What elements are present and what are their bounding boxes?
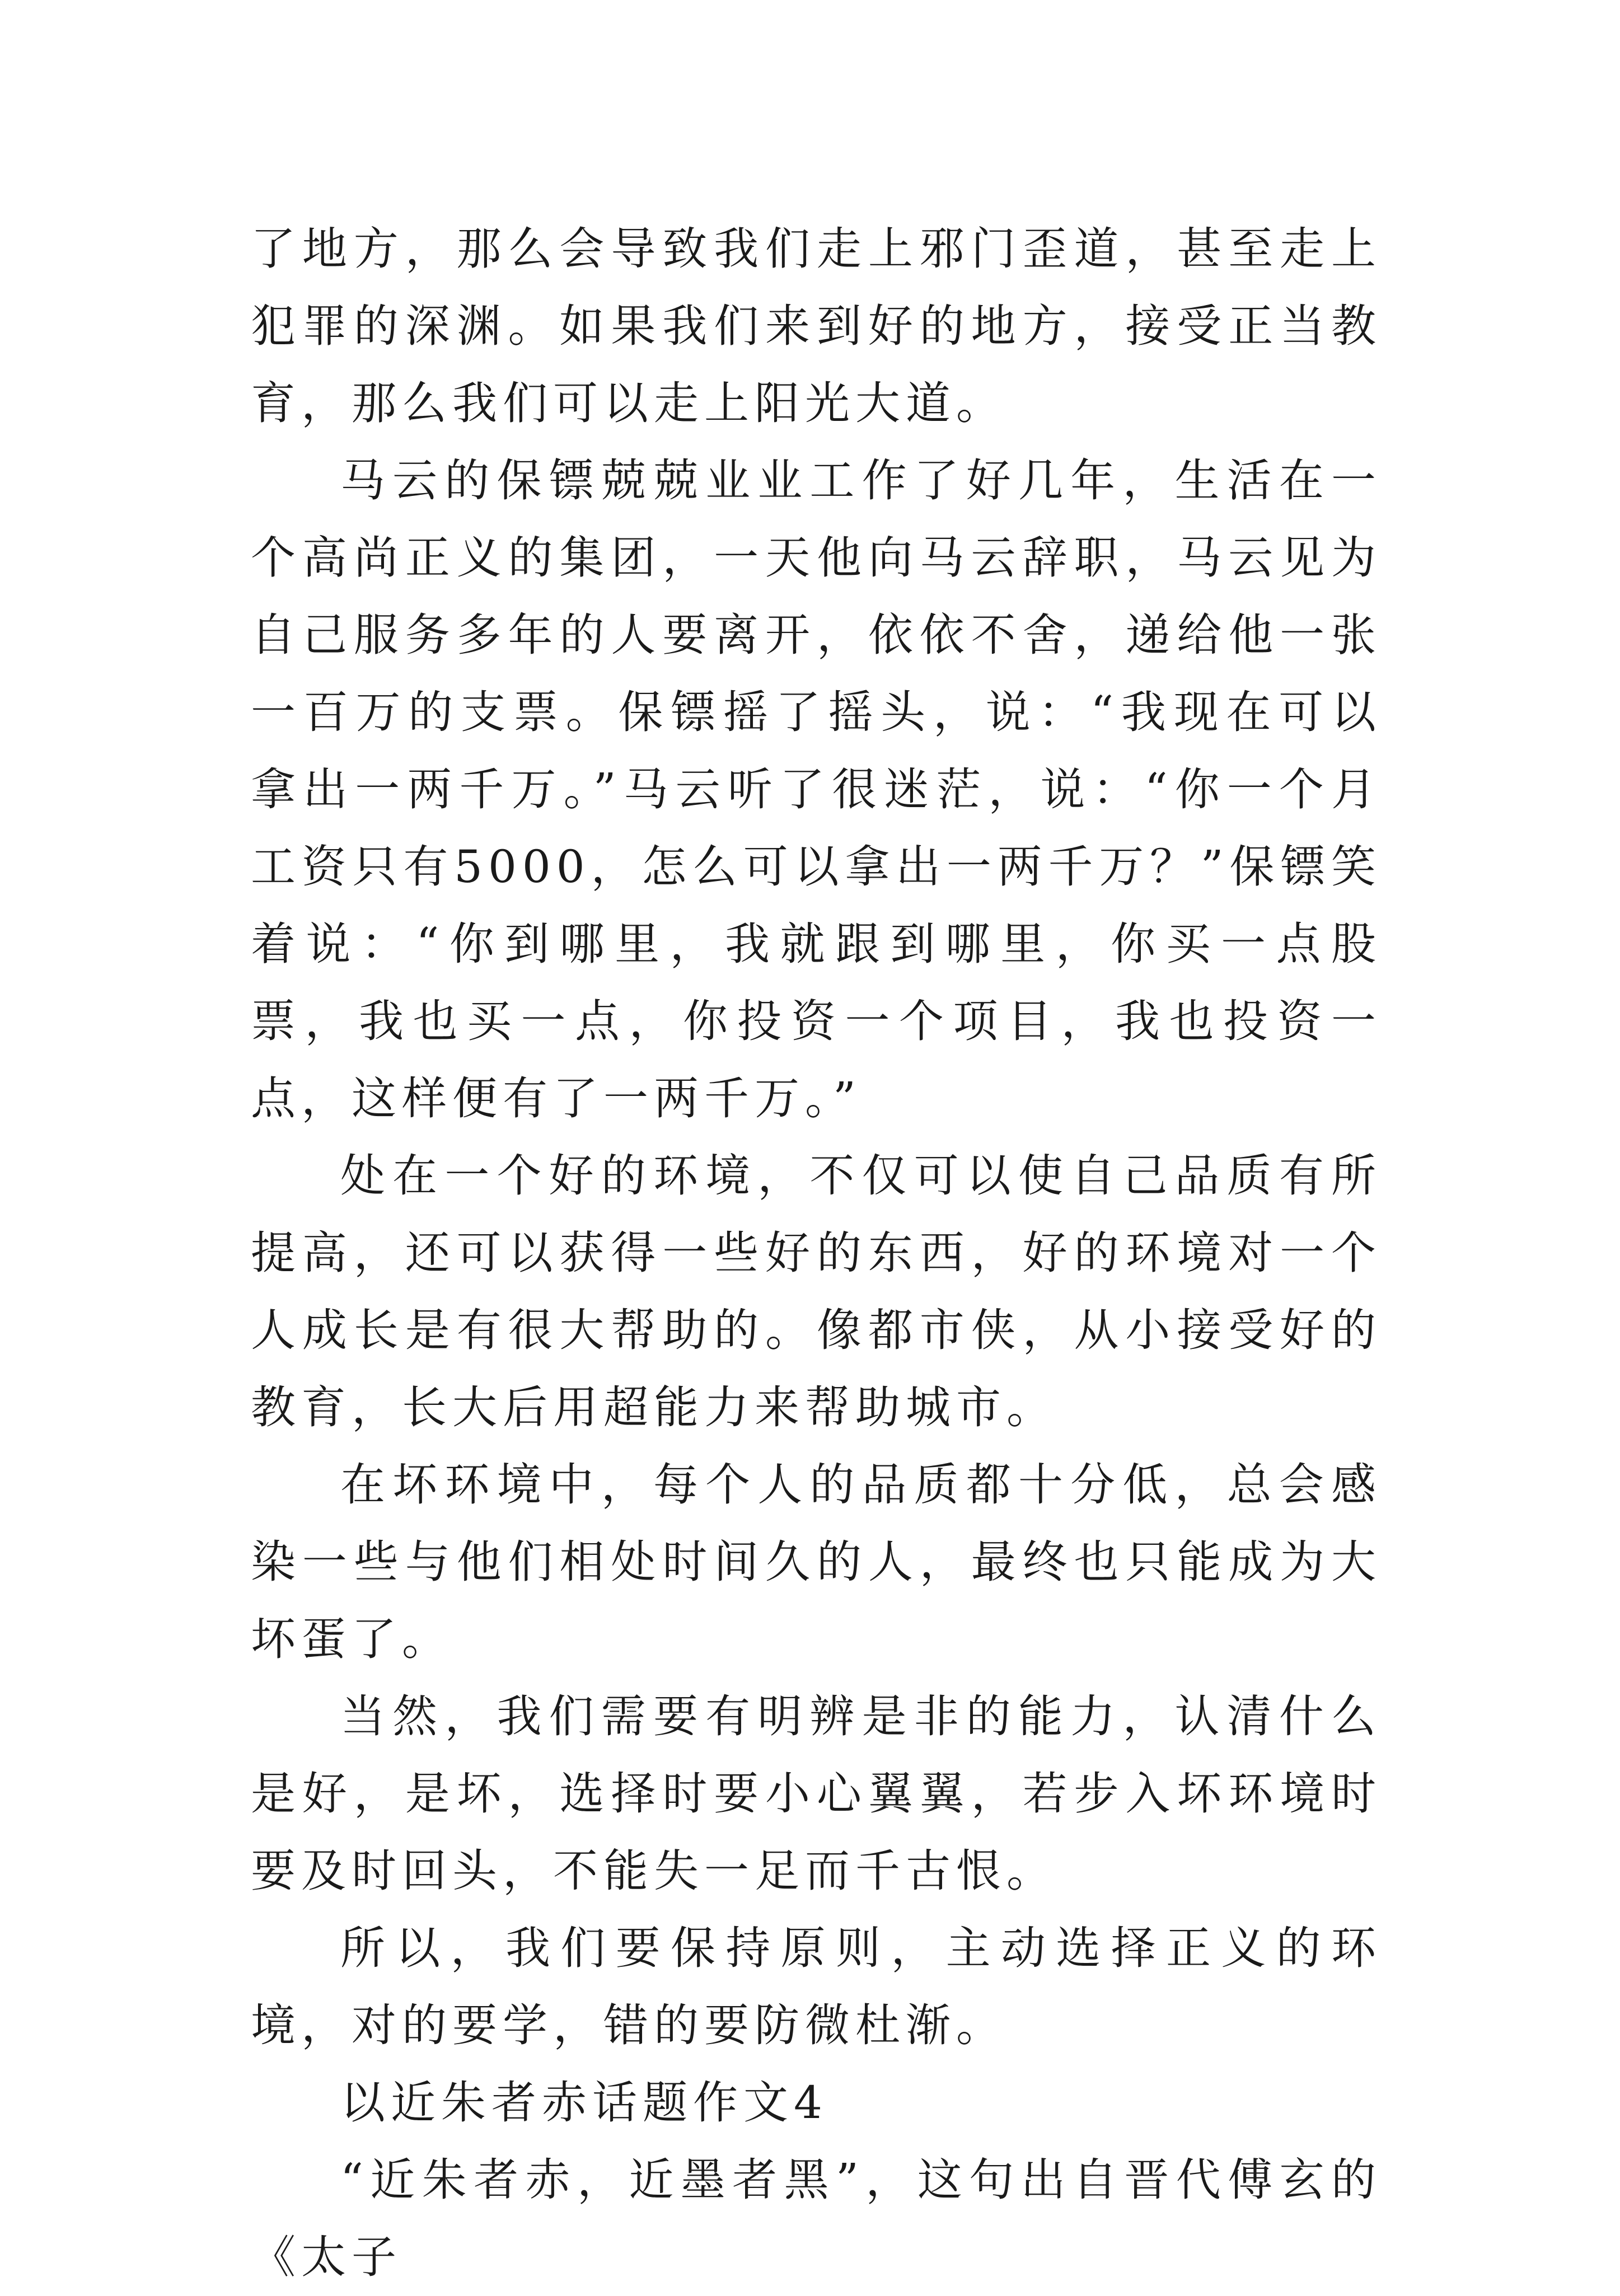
paragraph-bodyguard-story: 马云的保镖兢兢业业工作了好几年，生活在一个高尚正义的集团，一天他向马云辞职，马云见为自己服务多年的人要离开，依依不舍，递给他一张一百万的支票。保镖摇了摇头，说：“我现在可以拿出一两千万。”马云听了很迷茫，说：“你一个月工资只有5000，怎么可以拿出一两千万？”保镖笑着说：“你到哪里，我就跟到哪里，你买一点股票，我也买一点，你投资一个项目，我也投资一点，这样便有了一两千万。” bbox=[251, 454, 1382, 1124]
paragraph-bad-environment: 在坏环境中，每个人的品质都十分低，总会感染一些与他们相处时间久的人，最终也只能成为大坏蛋了。 bbox=[251, 1459, 1382, 1665]
paragraph-essay-opening: “近朱者赤，近墨者黑”，这句出自晋代傅玄的《太子 bbox=[251, 2154, 1382, 2283]
essay-heading: 以近朱者赤话题作文4 bbox=[340, 2077, 828, 2129]
paragraph-discernment: 当然，我们需要有明辨是非的能力，认清什么是好，是坏，选择时要小心翼翼，若步入坏环境时要及时回头，不能失一足而千古恨。 bbox=[251, 1690, 1382, 1897]
paragraph-conclusion: 所以，我们要保持原则，主动选择正义的环境，对的要学，错的要防微杜渐。 bbox=[251, 1922, 1382, 2051]
paragraph-continuation: 了地方，那么会导致我们走上邪门歪道，甚至走上犯罪的深渊。如果我们来到好的地方，接受正当教育，那么我们可以走上阳光大道。 bbox=[251, 223, 1382, 429]
paragraph-good-environment: 处在一个好的环境，不仅可以使自己品质有所提高，还可以获得一些好的东西，好的环境对一个人成长是有很大帮助的。像都市侠，从小接受好的教育，长大后用超能力来帮助城市。 bbox=[251, 1150, 1382, 1433]
document-body bbox=[251, 210, 1382, 2296]
